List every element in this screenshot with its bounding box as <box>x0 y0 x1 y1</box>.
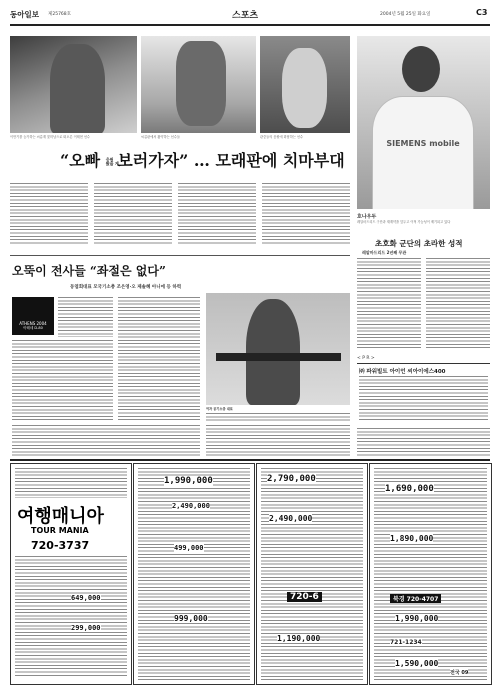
issue-number: 제25768호 <box>48 12 72 17</box>
section-rule <box>10 255 350 256</box>
ad2-price-1: 1,990,000 <box>164 476 213 486</box>
soccer-player-photo <box>357 36 490 209</box>
ad4-list <box>374 468 487 680</box>
paper-name: 동아일보 <box>10 10 39 19</box>
ad4-price-1: 1,690,000 <box>385 484 434 494</box>
side-caption-name: 호나우두 <box>357 214 377 220</box>
shooter-caption-body <box>206 413 350 422</box>
ad1-price-1: 649,000 <box>71 594 101 602</box>
tour-mania-en: TOUR MANIA <box>31 526 89 535</box>
shooting-col-4 <box>357 428 490 456</box>
side-story-col-2 <box>426 258 490 348</box>
top-story-col-2 <box>94 183 172 245</box>
top-story-col-4 <box>262 183 350 245</box>
shooting-bottom-col <box>206 425 350 456</box>
ad1-list-top <box>15 468 127 498</box>
wrestler-figure <box>50 44 105 133</box>
side-caption-text: 레알마드리드 구단과 재계약을 앞두고 이적 가능성이 제기되고 있다 <box>357 220 451 224</box>
shooter-photo <box>206 293 350 405</box>
shooting-headline: 오뚝이 전사들 “좌절은 없다” <box>12 264 166 278</box>
ad2-price-4: 999,000 <box>174 614 208 623</box>
athens-logo <box>12 297 54 335</box>
ad4-price-3: 1,990,000 <box>395 614 439 623</box>
shooting-col-2 <box>118 297 200 422</box>
section-title: 스포츠 <box>232 11 259 21</box>
pr-body <box>359 376 488 422</box>
shooting-subhead: 동엽회대표 모국기소총 조은영·오 제솔혜 아니에 등 하력 <box>70 285 182 290</box>
ad3-price-3: 1,190,000 <box>277 634 321 643</box>
ad3-price-2: 2,490,000 <box>269 514 313 523</box>
shooting-col-1 <box>58 297 113 337</box>
ad4-header-2: 721-1234 <box>390 639 422 646</box>
masthead-rule <box>10 24 490 26</box>
top-story-col-3 <box>178 183 256 245</box>
ad3-center-phone: 720-6 <box>287 592 322 602</box>
ad2-price-2: 2,490,000 <box>172 502 210 510</box>
shooting-bottom-left <box>12 425 200 456</box>
shooter-figure <box>246 299 300 405</box>
ad3-list <box>261 468 363 680</box>
page-number: C3 <box>476 8 488 17</box>
ads-rule <box>10 459 490 461</box>
photo-caption-1: 이만기를 능가하는 씨름계 꽃미남으로 떠오른 이태현 선수 <box>10 135 90 139</box>
headline-small: 응원 왔을 게 <box>105 156 119 166</box>
ad4-price-2: 1,890,000 <box>390 534 434 543</box>
athens-logo-text: ATHENS 2004 <box>19 321 47 326</box>
ad1-list-bottom <box>15 556 127 678</box>
ad4-header-1: 북경 720-4707 <box>390 594 441 603</box>
rifle <box>216 353 341 361</box>
side-subhead: 레알마드리드 2년째 무관 <box>362 250 407 255</box>
shooter-photo-caption: 여자 공기소총 대표 <box>206 407 233 411</box>
photo-caption-2: 씨름판에서 활약하는 선수들 <box>141 135 180 139</box>
ad-travel-4 <box>369 463 492 685</box>
cheering-figure <box>282 48 327 128</box>
side-story-col-1 <box>357 258 421 348</box>
headline-part-2: 보러가자” <box>117 151 189 170</box>
ad3-price-1: 2,790,000 <box>267 474 316 484</box>
top-story-col-1 <box>10 183 88 245</box>
ad2-list <box>138 468 250 680</box>
pr-box <box>357 363 490 424</box>
tour-mania-name: 여행매니아 <box>17 506 104 527</box>
pr-title: ㈜ 파워빌트 아이언 씨아이에스400 <box>359 369 446 375</box>
headline-part-3: … 모래판에 치마부대 <box>193 151 345 170</box>
athens-logo-subtext: 아테네 D-80 <box>23 326 43 330</box>
player-head <box>402 46 440 92</box>
side-headline: 초호화 군단의 초라한 성적 <box>375 239 463 248</box>
top-headline <box>60 148 350 172</box>
player-jersey <box>372 96 474 209</box>
ad4-price-4: 1,590,000 <box>395 659 439 668</box>
jersey-sponsor-text: SIEMENS mobile <box>386 139 460 148</box>
wrestling-match-photo <box>141 36 256 133</box>
ad-tour-mania <box>10 463 132 685</box>
shooting-col-1b <box>12 340 113 422</box>
wrestler-portrait-photo <box>10 36 137 133</box>
photo-caption-3: 관중들의 응원에 화답하는 선수 <box>260 135 304 139</box>
ad-travel-2 <box>133 463 255 685</box>
masthead <box>10 8 490 22</box>
ad1-price-2: 299,000 <box>71 624 101 632</box>
tour-mania-phone: 720-3737 <box>31 539 90 552</box>
ad4-header-3: 전국 09 <box>450 670 469 676</box>
ad2-price-3: 499,000 <box>174 544 204 552</box>
issue-date: 2004년 5월 25일 화요일 <box>380 12 431 17</box>
cheering-wrestler-photo <box>260 36 350 133</box>
ad-travel-3 <box>256 463 368 685</box>
headline-part-1: “오빠 <box>60 151 101 170</box>
pr-label: < P R > <box>357 356 375 361</box>
wrestlers-figure <box>176 41 226 126</box>
